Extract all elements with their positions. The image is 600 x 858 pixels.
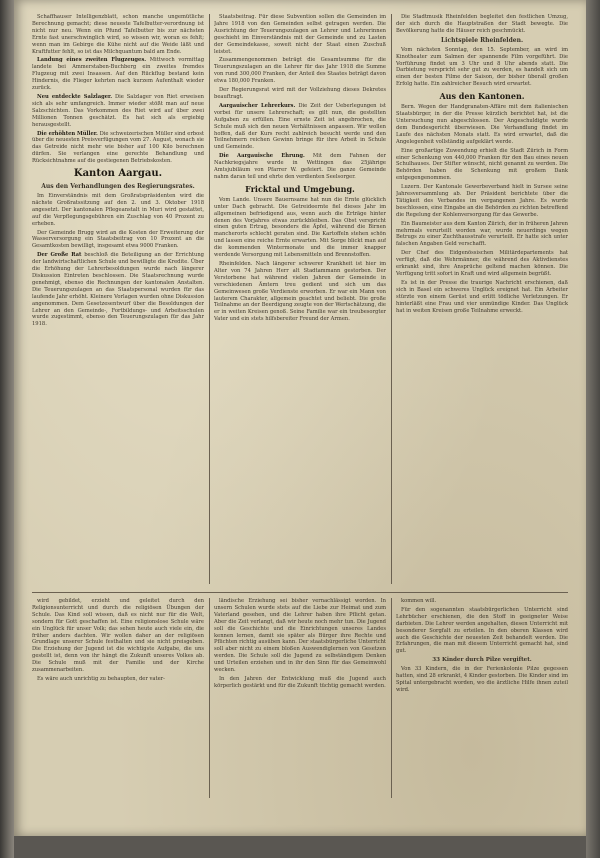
paragraph: Zusammengenommen beträgt die Gesamtsumme für die Teuerungszulagen an die Lehrer für das Jahr 1918 die Summe von rund 300,000 Franken, der Anteil des Staates beträgt davon etwa 180,000 Franken.	[214, 57, 386, 85]
paragraph: In den Jahren der Entwicklung muß die Jugend auch körperlich gestärkt und für die Zukunft tüchtig gemacht werden.	[214, 675, 386, 689]
paragraph: beschloß die Beteiligung an der Errichtung der landwirtschaftlichen Schule und bewilligte die Kredite. Über die Erhöhung der Lehrerbesoldungen wurde nach längerer Diskussion Eintreten beschlossen. Die Staatsrechnung wurde genehmigt, ebenso die Rechnungen der kantonalen Anstalten. Die Teuerungszulagen an das Staatspersonal wurden für das laufende Jahr erhöht. Kleinere Vorlagen wurden ohne Diskussion angenommen. Dem Gesetzesentwurf über die Besoldungen der Lehrer an den Gemeinde-, Fortbildungs- und Arbeitsschulen wurde zugestimmt, ebenso den Teuerungszulagen für das Jahr 1918.	[32, 252, 204, 328]
article-heading: Die erhöhten Müller.	[37, 130, 98, 137]
paragraph: Mit dem Fahnen der Nachkriegsjahre wurde in Wettingen das 25jährige Amtsjubiläum von Pfarrer W. gefeiert. Die ganze Gemeinde nahm daran teil und ehrte den verdienten Seelsorger.	[214, 153, 386, 180]
article-heading: Aargauischer Lehrerkurs.	[219, 102, 296, 109]
paragraph: Die Salzlager von Riet erweisen sich als sehr umfangreich. Immer wieder stößt man auf neue Salzschichten. Das Vorkommen des Riet wird auf über zwei Millionen Tonnen geschätzt. Es hat sich als ergiebig herausgestellt.	[32, 93, 204, 128]
article-heading: Landung eines zweiten Flugzeuges.	[37, 57, 147, 64]
paragraph: Bern. Wegen der Handgranaten-Affäre mit dem italienischen Staatsbürger, in der die Presse kürzlich berichtet hat, ist die Untersuchung nun abgeschlossen. Der Angeschuldigte wurde dem Bundesgericht überwiesen. Die Verhandlung findet im Laufe des nächsten Monats statt. Es wird erwartet, daß die Angelegenheit vollständig aufgeklärt werde.	[396, 104, 568, 145]
horizontal-rule	[32, 592, 568, 593]
paragraph: Ein Baumeister aus dem Kanton Zürich, der in früheren Jahren mehrmals verurteilt worden war, wurde neuerdings wegen Betrugs zu einer Zuchthausstrafe verurteilt. Er hatte sich unter falschen Angaben Geld verschafft.	[396, 220, 568, 248]
section-title-kanton-aargau: Kanton Aargau.	[73, 168, 163, 180]
paragraph: Die Stadtmusik Rheinfelden begleitet den festlichen Umzug, der sich durch die Hauptstraßen der Stadt bewegte. Die Bevölkerung hatte die Häuser reich geschmückt.	[396, 14, 568, 34]
article-heading: Neu entdeckte Salzlager.	[37, 93, 113, 100]
article-heading: 33 Kinder durch Pilze vergiftet.	[432, 657, 532, 664]
article-heading: Die Aargauische Ehrung.	[219, 153, 305, 160]
paragraph: Im Einverständnis mit dem Großratspräsidenten wird die nächste Großratssitzung auf den 2. und 3. Oktober 1918 angesetzt. Der kantonalen Pflegeanstalt in Muri wird gestattet, auf die Verpflegungsgebühren ein Zuschlag von 40 Prozent zu erheben.	[32, 193, 204, 227]
paragraph: Rheinfelden. Nach längerer schwerer Krankheit ist hier im Alter von 74 Jahren Herr alt Stadtammann gestorben. Der Verstorbene hat während vielen Jahren der Gemeinde in verschiedenen Ämtern treu gedient und sich um das Gemeinwesen große Verdienste erworben. Er war ein Mann von lauterem Charakter, allgemein geachtet und beliebt. Die große Teilnahme an der Beerdigung zeugte von der Wertschätzung, die er in weiten Kreisen genoß. Seine Familie war ein treubesorgter Vater und ein stets hilfsbereiter Freund der Armen.	[214, 261, 386, 323]
paragraph: Vom Lande. Unsere Bauernsame hat nun die Ernte glücklich unter Dach gebracht. Die Getreideernte fiel dieses Jahr im allgemeinen befriedigend aus, wenn auch die Erträge hinter denen des Vorjahres etwas zurückbleiben. Das Obst verspricht einen guten Ertrag, besonders die Äpfel, während die Birnen mancherorts schlecht geraten sind. Die Kartoffeln stehen schön und lassen eine reiche Ernte erwarten. Mit Sorge blickt man auf die kommenden Wintermonate und die immer knapper werdende Versorgung mit Lebensmitteln und Brennstoffen.	[214, 196, 386, 259]
bottom-column-3	[396, 598, 568, 798]
section-title-fricktal: Fricktal und Umgebung.	[245, 183, 355, 194]
article-heading: Aus den Verhandlungen des Regierungsrates.	[41, 183, 195, 191]
bottom-column-1	[32, 598, 204, 798]
paragraph: Es wäre auch unrichtig zu behaupten, der vater-	[37, 675, 165, 682]
paragraph: Mittwoch vormittag landete bei Ammerstaben-Buchberg ein zweites fremdes Flugzeug mit zwei Insassen. Auf den Rückflug bestand kein Hindernis, die Flieger kehrten nach kurzem Aufenthalt wieder zurück.	[32, 57, 204, 92]
page-edge	[586, 0, 600, 858]
column-rule	[391, 598, 392, 798]
paragraph: Eine großartige Zuwendung erhielt die Stadt Zürich in Form einer Schenkung von 440,000 Franken für den Bau eines neuen Schulhauses. Der Stifter wünscht, nicht genannt zu werden. Die Behörden haben die Schenkung mit großem Dank entgegengenommen.	[396, 147, 568, 182]
article-heading: Der Große Rat	[37, 252, 82, 259]
paragraph: Schaffhauser Intelligenzblatt, schon manche ungemütliche Berechnung gemacht; diese neueste Tafelbutter-verordnung ist nicht nur neu. Wenn ein Pfund Tafelbutter bis zur nächsten Ernte fast unerschwinglich wird, so wissen wir, woran es fehlt; wenn man im Gebirge die Kühe nicht auf die Weide läßt und Kraftfutter fehlt, so ist das Milchquantum bald am Ende.	[32, 14, 204, 55]
paragraph: Es ist in der Presse die traurige Nachricht erschienen, daß sich in Basel ein schweres Unglück ereignet hat. Ein Arbeiter stürzte von einem Gerüst und erlitt tödliche Verletzungen. Er hinterläßt eine Frau und vier unmündige Kinder. Das Unglück hat in weiten Kreisen große Teilnahme erweckt.	[396, 279, 568, 314]
paragraph: Der Regierungsrat wird mit der Vollziehung dieses Dekretes beauftragt.	[214, 87, 386, 100]
column-rule	[391, 14, 392, 584]
paragraph: Die Zeit der Ueberlegungen ist vorbei für unsere Lehrerschaft; es gilt nun, die gestellten Aufgaben zu erfüllen. Eine ernste Zeit ist angebrochen, die Schule muß sich den neuen Verhältnissen anpassen. Wir wollen hoffen, daß der Kurs recht zahlreich besucht werde und den Teilnehmern reichen Gewinn bringe für ihre Arbeit in Schule und Gemeinde.	[214, 102, 386, 151]
paragraph: Die schweizerischen Müller sind erbost über die neuesten Preisverfügungen vom 27. August, wonach sie das Getreide nicht mehr wie bisher auf 100 Kilo berechnen dürfen. Sie verlangen eine gerechte Behandlung und Rücksichtnahme auf die gestiegenen Betriebskosten.	[32, 130, 204, 165]
column-2	[214, 14, 386, 584]
newspaper-page	[14, 0, 586, 836]
paragraph: ländische Erziehung sei bisher vernachlässigt worden. In unsern Schulen wurde stets auf die Liebe zur Heimat und zum Vaterland gesehen, und die Lehrer haben ihre Pflicht getan. Aber die Zeit verlangt, daß wir heute noch mehr tun. Die Jugend soll die Geschichte und die Einrichtungen unseres Landes kennen lernen, damit sie später als Bürger ihre Rechte und Pflichten richtig ausüben kann. Der staatsbürgerliche Unterricht soll aber nicht zu einem bloßen Auswendiglernen von Gesetzen werden. Die Schule soll die Jugend zu selbständigem Denken und Urteilen erziehen und in ihr den Sinn für das Gemeinwohl wecken.	[214, 598, 386, 674]
column-1	[32, 14, 204, 584]
paragraph: Für den sogenannten staatsbürgerlichen Unterricht sind Lehrbücher erschienen, die den Stoff in geeigneter Weise darbieten. Die Lehrer werden angehalten, diesen Unterricht mit besonderer Sorgfalt zu erteilen. In den oberen Klassen wird auch die Geschichte der neuesten Zeit behandelt werden. Die Erfahrungen, die man mit diesem Unterricht gemacht hat, sind gut.	[396, 606, 568, 655]
paragraph: kommen will.	[401, 598, 437, 604]
bottom-column-2	[214, 598, 386, 798]
paragraph: Staatsbeitrag. Für diese Subvention sollen die Gemeinden im Jahre 1918 von den Gemeinden selbst getragen werden. Die Ausrichtung der Teuerungszulagen an Lehrer und Lehrerinnen geschieht im Einverständnis mit der Gemeinde und zu Lasten der Gemeindekasse, soweit nicht der Staat einen Zuschuß leistet.	[214, 14, 386, 55]
book-binding	[0, 0, 14, 858]
article-heading: Lichtspiele Rheinfelden.	[440, 36, 524, 44]
paragraph: Von 33 Kindern, die in der Ferienkolonie Pilze gegessen hatten, sind 28 erkrankt, 4 Kinder gestorben. Die Kinder sind im Spital untergebracht worden, wo die ärztliche Hilfe ihnen zuteil wird.	[396, 666, 568, 693]
column-3	[396, 14, 568, 584]
paragraph: Der Gemeinde Brugg wird an die Kosten der Erweiterung der Wasserversorgung ein Staatsbeitrag von 10 Prozent an die Gesamtkosten bewilligt, insgesamt etwa 9000 Franken.	[32, 229, 204, 250]
paragraph: Der Chef des Eidgenössischen Militärdepartements hat verfügt, daß die Wehrmänner, die während des Aktivdienstes erkrankt sind, ihre Ansprüche geltend machen können. Die Verfügung tritt sofort in Kraft und wird allgemein begrüßt.	[396, 250, 568, 277]
column-rule	[209, 14, 210, 584]
paragraph: Vom nächsten Sonntag, den 15. September, an wird im Kinotheater zum Salmen der spannende Film vorgeführt. Die Vorführung findet um 3 Uhr und 8 Uhr abends statt. Die Darbietung verspricht sehr gut zu werden, es handelt sich um einen der besten Filme der Saison, der bisher überall großen Erfolg hatte. Ein zahlreicher Besuch wird erwartet.	[396, 46, 568, 88]
paragraph: Luzern. Der Kantonale Gewerbeverband hielt in Sursee seine Jahresversammlung ab. Der Präsident berichtete über die Tätigkeit des Verbandes im vergangenen Jahre. Es wurde beschlossen, eine Eingabe an die Behörden zu richten betreffend die Regelung der Kohlenversorgung für das Gewerbe.	[396, 184, 568, 218]
column-rule	[209, 598, 210, 798]
section-title-aus-den-kantonen: Aus den Kantonen.	[439, 91, 525, 102]
paragraph: wird gebildet, erzieht und geleitet durch den Religionsunterricht und durch die religiösen Übungen der Schule. Das Kind soll wissen, daß es nicht nur für die Welt, sondern für Gott geschaffen ist. Eine religionslose Schule wäre ein Unglück für unser Volk; das sehen heute auch viele ein, die früher anders dachten. Wir wollen daher an der religiösen Grundlage unserer Schule festhalten und sie nicht preisgeben. Die Erziehung der Jugend ist die wichtigste Aufgabe, die uns gestellt ist, denn von ihr hängt die Zukunft unseres Volkes ab. Die Schule muß mit der Familie und der Kirche zusammenarbeiten.	[32, 598, 204, 674]
